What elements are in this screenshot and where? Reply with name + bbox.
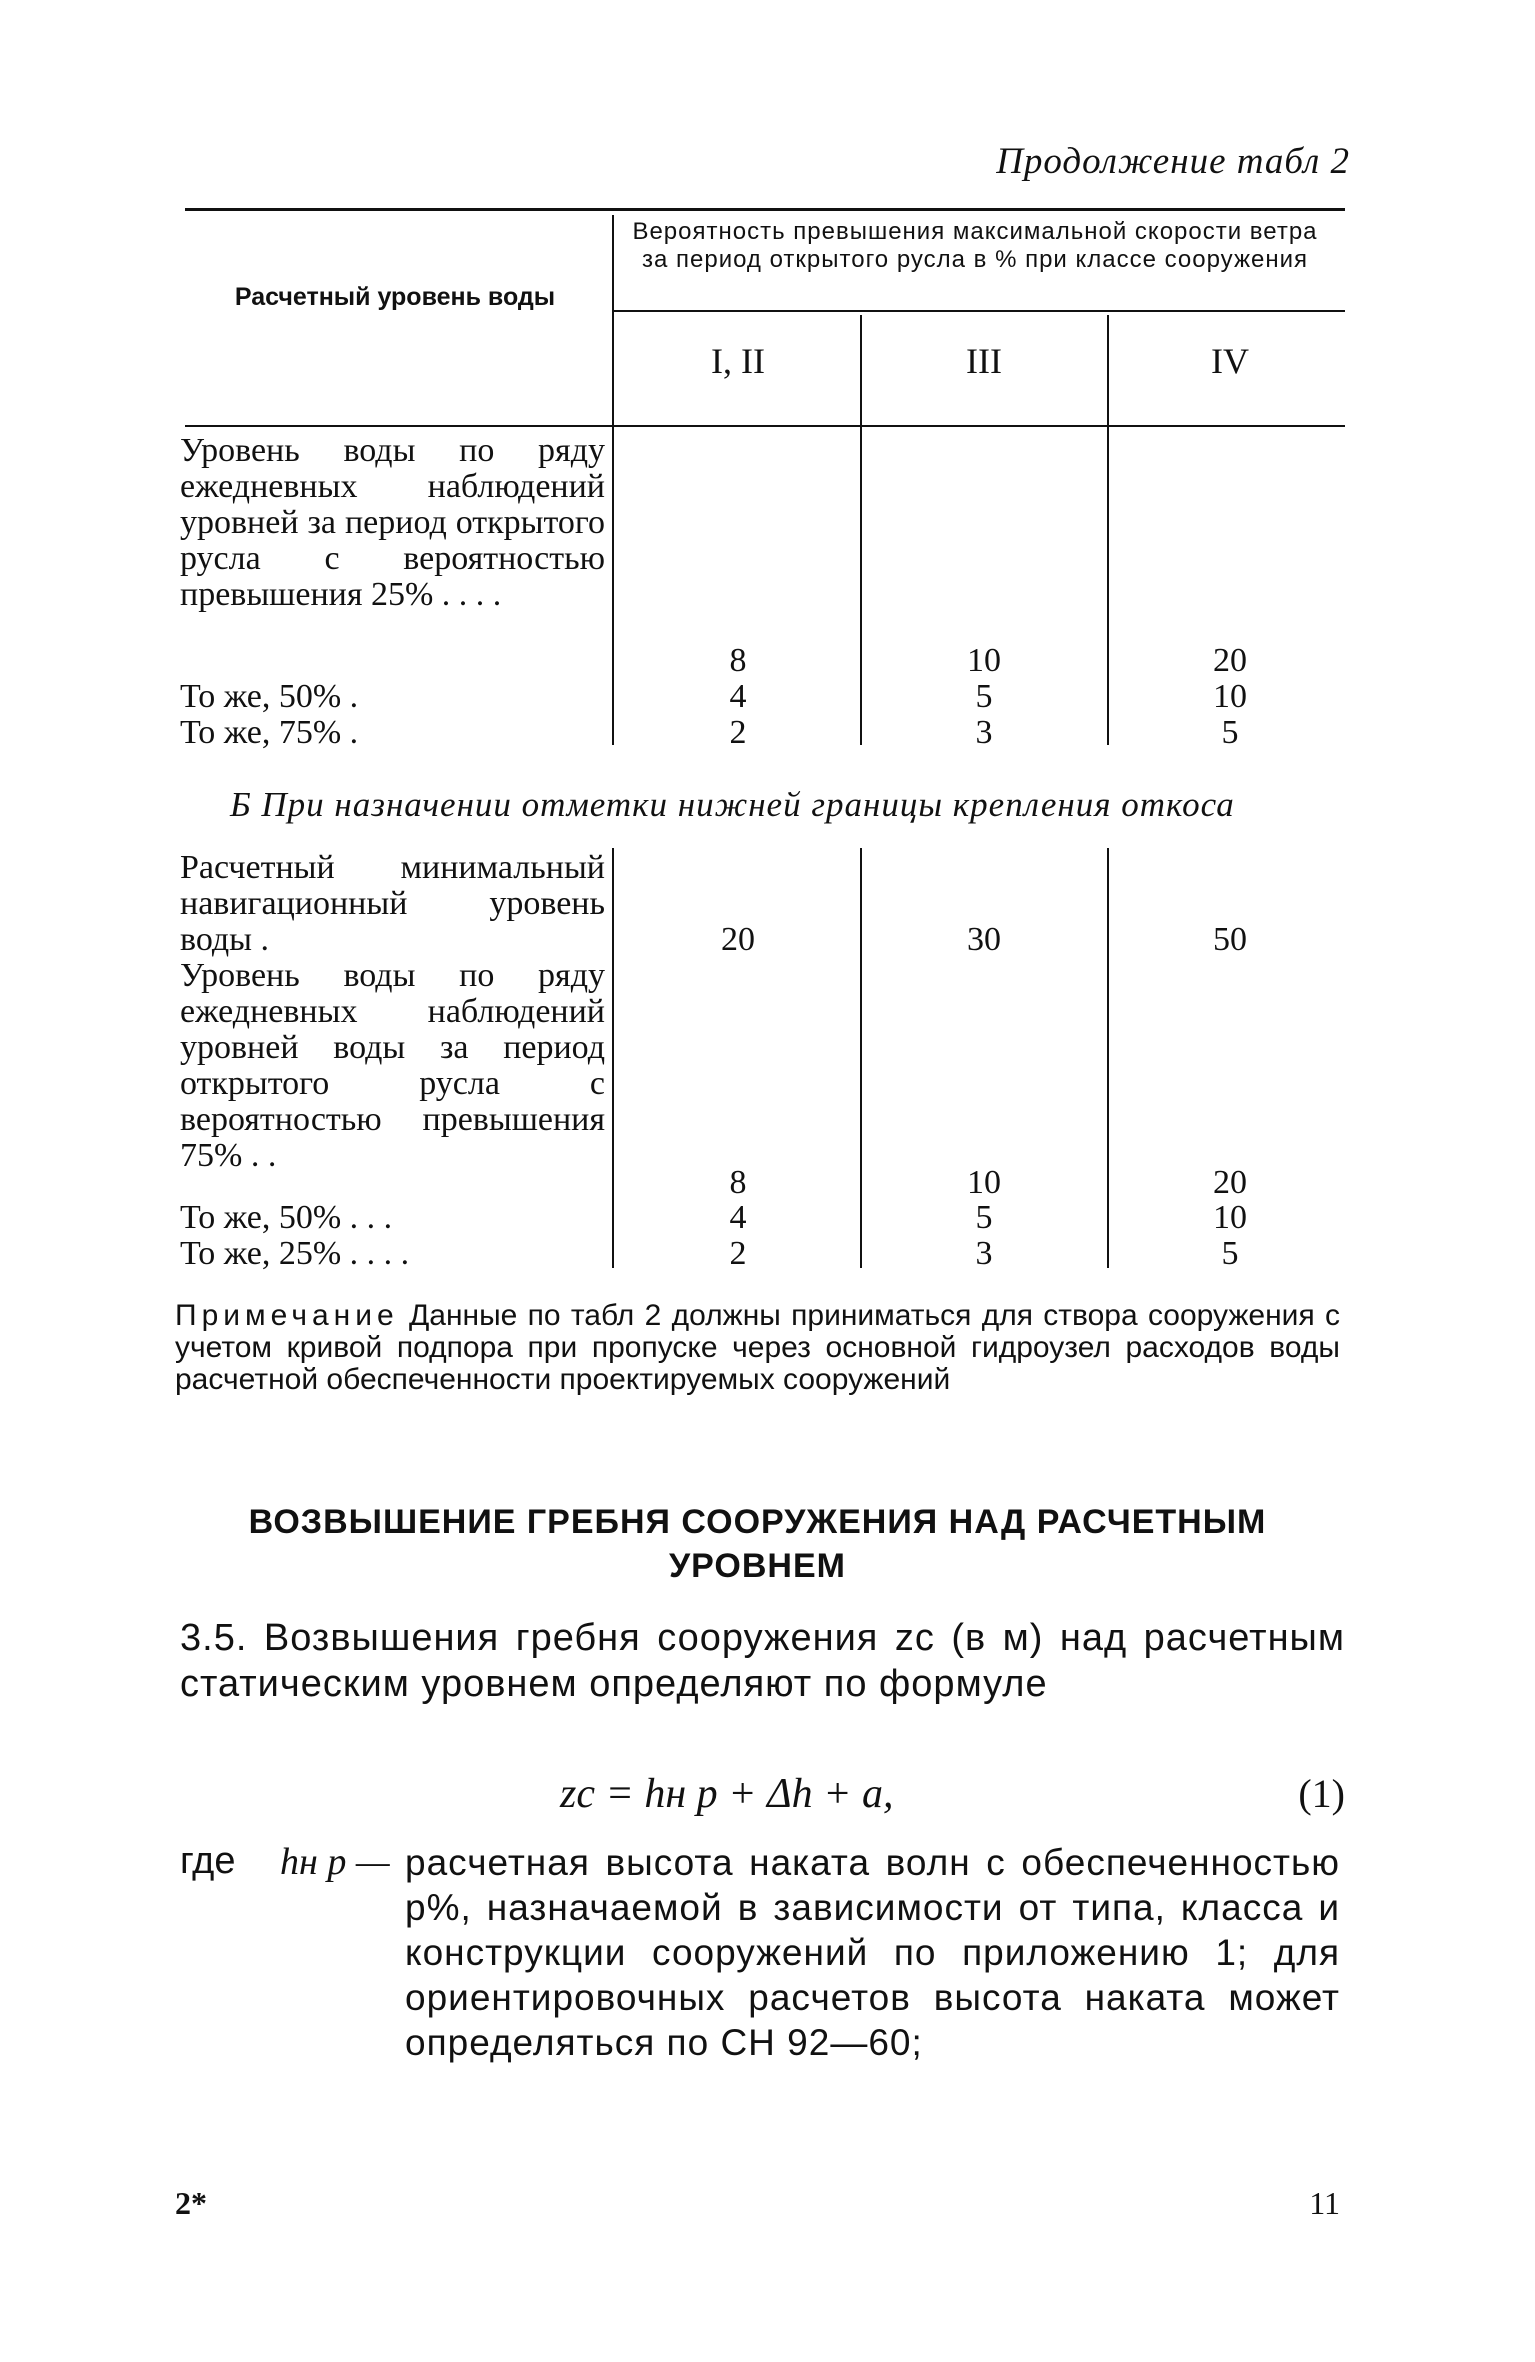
row-label-b1: Расчетный минимальный навигационный уровень воды . [180, 849, 605, 958]
cell-a3-c1: 2 [729, 714, 747, 751]
cell-a1-c3: 20 [1213, 642, 1247, 679]
formula: zс = hн p + Δh + a, [560, 1771, 894, 1817]
cell-a2-c3: 10 [1213, 678, 1247, 715]
column-header-probability: Вероятность превышения максимальной скорости ветра за период открытого русла в % при классе сооружения [632, 218, 1318, 273]
col-rule-2b [860, 848, 862, 1268]
cell-a3-c3: 5 [1221, 714, 1239, 751]
col-rule-3b [1107, 848, 1109, 1268]
cell-b3-c1: 4 [729, 1199, 747, 1236]
col-rule-3 [1107, 315, 1109, 745]
cell-b3-c3: 10 [1213, 1199, 1247, 1236]
row-label-b4: То же, 25% . . . . [180, 1235, 410, 1272]
cell-b4-c1: 2 [729, 1235, 747, 1272]
cell-b2-c3: 20 [1213, 1164, 1247, 1201]
cell-b3-c2: 5 [975, 1199, 993, 1236]
cell-b1-c3: 50 [1213, 921, 1247, 958]
col-rule-1b [612, 848, 614, 1268]
page-header: Продолжение табл 2 [996, 141, 1350, 182]
column-header-level: Расчетный уровень воды [234, 283, 556, 311]
cell-a1-c1: 8 [729, 642, 747, 679]
row-label-a2: То же, 50% . [180, 678, 359, 715]
cell-b4-c3: 5 [1221, 1235, 1239, 1272]
class-header-2: III [966, 341, 1002, 381]
cell-b4-c2: 3 [975, 1235, 993, 1272]
cell-a1-c2: 10 [967, 642, 1001, 679]
paragraph-3-5: 3.5. Возвышения гребня сооружения zс (в м) над расчетным статическим уровнем определяют по формуле [180, 1617, 1345, 1705]
row-label-a1: Уровень воды по ряду ежедневных наблюдений уровней за период открытого русла с вероятностью превышения 25% . . . . [180, 432, 605, 613]
section-heading: ВОЗВЫШЕНИЕ ГРЕБНЯ СООРУЖЕНИЯ НАД РАСЧЕТНЫМ УРОВНЕМ [248, 1503, 1267, 1585]
table-subheader-rule [612, 310, 1345, 312]
table-top-rule [185, 208, 1345, 211]
row-label-b3: То же, 50% . . . [180, 1199, 393, 1236]
footer-signature-mark: 2* [175, 2185, 207, 2221]
cell-a2-c2: 5 [975, 678, 993, 715]
cell-a3-c2: 3 [975, 714, 993, 751]
col-rule-2 [860, 315, 862, 745]
col-rule-1 [612, 215, 614, 745]
cell-b2-c1: 8 [729, 1164, 747, 1201]
definition-text: расчетная высота наката волн с обеспеченностью p%, назначаемой в зависимости от типа, класса и конструкции сооружений по приложению 1; для ориентировочных расчетов высота наката может определяться по СН 92—60; [405, 1842, 1340, 2063]
note-text: Данные по табл 2 должны приниматься для створа сооружения с учетом кривой подпора при пропуске через основной гидроузел расходов воды расчетной обеспеченности проектируемых сооружений [175, 1299, 1340, 1396]
page-number: 11 [1309, 2185, 1340, 2221]
section-b-title: Б При назначении отметки нижней границы крепления откоса [230, 785, 1235, 824]
table-header-bottom-rule [185, 425, 1345, 427]
table-note [175, 1300, 1340, 1396]
where-label: где [180, 1840, 236, 1882]
where-symbol: hн p — [280, 1841, 390, 1883]
cell-a2-c1: 4 [729, 678, 747, 715]
cell-b2-c2: 10 [967, 1164, 1001, 1201]
class-header-1: I, II [711, 341, 765, 381]
cell-b1-c1: 20 [721, 921, 755, 958]
note-label: Примечание [175, 1299, 399, 1332]
formula-number: (1) [1298, 1771, 1345, 1816]
cell-b1-c2: 30 [967, 921, 1001, 958]
row-label-b2: Уровень воды по ряду ежедневных наблюдений уровней воды за период открытого русла с вероятностью превышения 75% . . [180, 957, 605, 1174]
row-label-a3: То же, 75% . [180, 714, 359, 751]
class-header-3: IV [1211, 341, 1249, 381]
